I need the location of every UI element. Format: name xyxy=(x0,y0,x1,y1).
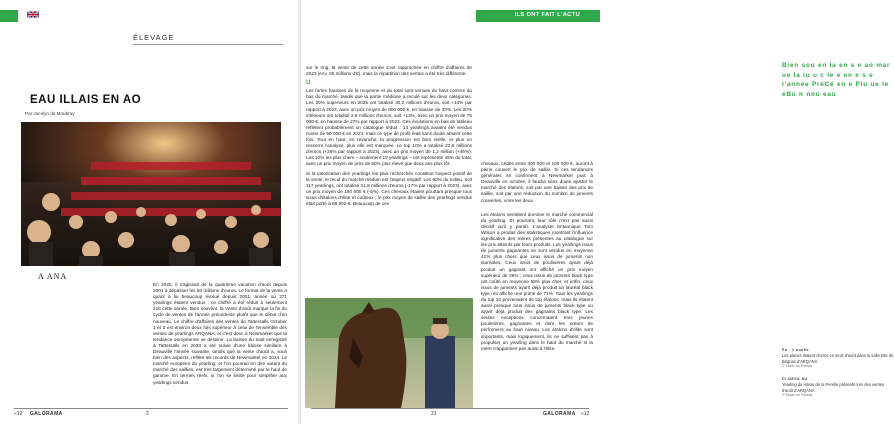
yearling-horse-photo xyxy=(305,298,473,408)
section-tab-label: ILS ONT FAIT L'ACTU xyxy=(514,12,580,18)
right-footer-marker: «12 xyxy=(581,411,590,417)
caption-yearling-credit: © Studio du Paradis xyxy=(782,392,813,397)
right-text-column-2 xyxy=(481,161,593,355)
caption-yearling xyxy=(782,377,894,398)
section-rule xyxy=(133,44,283,45)
left-footer-marker: «12 xyxy=(14,411,23,417)
uk-flag-icon[interactable] xyxy=(27,11,39,18)
right-footer-rule xyxy=(311,408,589,409)
col2-top-paragraph: chevaux, cédés entre 300 000 et 100 000 €, auront à peine couvert le prix de saillie. Si ces tendances générales se confirment à Newmarket puis à Deauville en octobre, il faudra sans doute ajuster le marché des étalons, soit par une baisse des prix de saillie, soit par une réduction du nombre de juments couvertes, voire les deux. xyxy=(481,161,593,203)
col2-paragraph-2: Les étalons semblent dominer le marché commercial du yearling. Et pourtant, leur rôle n'est pas aussi décisif qu'il y paraît. L'analyste britannique Tom Wilson a produit des statistiques montrant l'influence significative des mères présentes au catalogue sur les prix atteints par leurs produits. Les yearlings issus de juments gagnantes se sont vendus en moyenne 41% plus chers que ceux issus de juments non lauréates. Ceux issus de poulinières ayant déjà produit un gagnant ont affiché un prix moyen supérieur de 39% ; ceux issus de juments black type ont coûté en moyenne 58% plus cher, et enfin, ceux issus de juments ayant déjà produit un lauréat black type ont affiché une prime de 71%. Tous les yearlings du top 10 provenaient de top étalons, mais ils étaient aussi presque tous issus de juments black type ou ayant déjà produit des gagnants black type. Les seules exceptions concernaient trois jeunes poulinières, gagnantes et dont les sœurs de performers au haut niveau. Les étalons d'élite sont importants, mais logiquement, ils ne suffisent pas à propulser un yearling dans le haut du marché si la mère n'appartient pas aussi à l'élite. xyxy=(481,211,593,351)
col1-paragraph-1: Les fortes hausses de la moyenne et du total sont venues du haut comme du bas du marché, tandis que la partie médiane a reculé sur les deux catégories. Les 20% supérieurs en 2025 ont totalisé 30,2 millions d'euros, soit +14% par rapport à 2023, avec un prix moyen de 800 000 €, en hausse de 33%. Les 20% inférieurs ont totalisé 2,9 millions d'euros, soit +13%, avec un prix moyen de 75 000 €, en hausse de 27% par rapport à 2023. Ces évolutions en bas de tableau reflètent probablement un catalogue réduit : 13 yearlings avaient été vendus moins de 50 000 € en 2023, mais ce type de profil était sans doute absent cette fois. Tout en haut, en revanche, la progression est bien réelle, et plus on resserre l'analyse, plus elle est marquée. Le top 10% a totalisé 22,6 millions d'euros (+26% par rapport à 2023), avec un prix moyen de 1,2 million (+46%). Les 10% les plus chers – seulement 19 yearlings – ont représenté 45% du total, avec un prix moyen de près de 50% plus élevé que deux ans plus tôt. xyxy=(306,88,472,167)
right-page-number: 21 xyxy=(431,411,437,417)
left-footer-brand-text: GALORAMA xyxy=(30,411,63,417)
right-page xyxy=(301,0,894,424)
pull-quote: Bien sou en la en s e ao mar ue la iu u c le e en e s e l'année PréCé en e Plu ue le éBu n nou eau xyxy=(782,62,891,98)
col1-paragraph-2: Si la valorisation des yearlings les plus recherchés constitue l'aspect positif de la vente, le recul du marché médian est l'aspect négatif. Les 60% du milieu, soit 117 yearlings, ont totalisé 21,8 millions d'euros (-17% par rapport à 2023), avec un prix moyen de 190 000 € (-5%). Ces chevaux étaient pourtant presque tous issus d'étalons d'élite et coûteux ; le prix moyen de saillie des yearlings vendus était porté à 86 000 €. Beaucoup de ces xyxy=(306,170,472,206)
left-page-number: 2 xyxy=(146,411,149,417)
caption-auction-text: Les places étaient chères ce mois d'août dans la salle Elie de Brignac d'ARQANA. xyxy=(782,353,894,364)
section-title: ÉLEVAGE xyxy=(133,33,175,42)
left-footer-rule xyxy=(14,408,288,409)
left-footer-brand xyxy=(30,411,63,417)
right-footer-brand xyxy=(543,411,576,417)
left-text-column xyxy=(153,282,287,389)
right-text-column-1 xyxy=(306,65,472,210)
caption-yearling-label: Ci-DESS SU xyxy=(782,377,808,381)
caption-auction-room xyxy=(782,348,894,369)
caption-auction-credit: © Studio du Paradis xyxy=(782,363,813,368)
article-headline: EAU ILLAIS EN AO xyxy=(30,94,142,106)
right-footer-brand-text: GALORAMA xyxy=(543,411,576,417)
col1-top-paragraph: sur le ring, la vente de cette année s'est rapprochée en chiffre d'affaires de 2023 (env. 55 millions d'€), mais la répartition des ventes a été très différente. xyxy=(306,65,472,77)
caption-auction-label: Pa . 1 ouche xyxy=(782,348,809,352)
left-paragraph: En 2025, il s'agissait de la quatrième vacation d'août depuis 2001 à dépasser les 50 millions d'euros. Le format de la vente a quant à lui beaucoup évolué depuis 2001, année où 371 yearlings étaient vendus ; ce chiffre a été réduit à seulement 216 cette année. Bien souvent, la Vente d'août marque la fin du cycle de ventes de l'année précédente plutôt que le début d'un nouveau. Le chiffre d'affaires des ventes de Tattersalls October 1 et 2 est environ deux fois supérieur à celui de l'ensemble des ventes de yearlings ARQANA, et c'est donc à Newmarket que la tendance européenne se dessine. La baisse du total enregistré à Tattersalls en 2023 a été suivie d'une baisse similaire à Deauville l'année suivante, tandis que la vente d'août a, sous bien des aspects, reflété les records de Newmarket en 2024. Le marché européen du yearling, et l'on pourrait en dire autant du marché des saillies, est très largement déterminé par le haut de gamme. En termes réels, si l'on se limite pour simplifier aux yearlings vendus xyxy=(153,282,287,385)
byline: Par Jocelyn de Moubray xyxy=(25,111,75,116)
article-intro-dropcap: A ANA xyxy=(38,272,68,281)
left-green-tab xyxy=(0,10,18,22)
left-page xyxy=(0,0,298,424)
col1-subheading: U xyxy=(306,80,311,87)
auction-room-photo xyxy=(21,122,281,266)
caption-yearling-text: Yearling du Haras de la Perelle présenté lors des ventes d'août d'ARQANA. xyxy=(782,382,885,393)
